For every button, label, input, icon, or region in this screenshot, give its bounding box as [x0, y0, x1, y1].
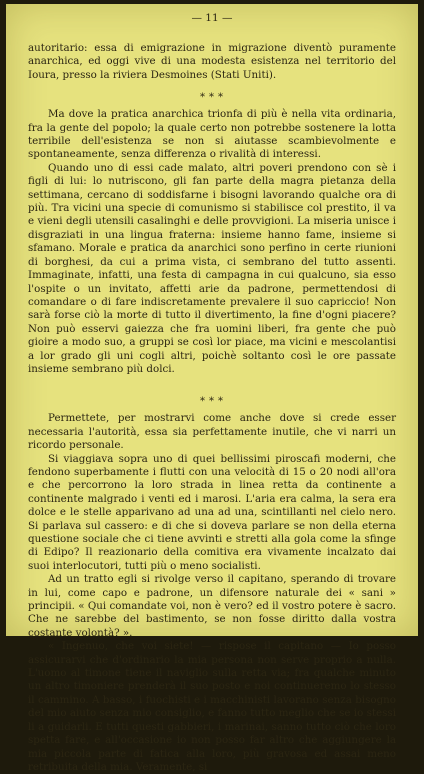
page-number: — 11 — — [191, 12, 233, 24]
paragraph: Ad un tratto egli si rivolge verso il capitano, sperando di trovare in lui, come capo e padrone, un difensore naturale dei « sani » principii. « Qui comandate voi, non è vero? ed il vostro potere è sacro. Che ne sarebbe del bastimento, se non fosse diritto dalla vostra costante volontà? ». — [28, 573, 396, 639]
section-separator: * * * — [200, 92, 224, 104]
section-separator: * * * — [200, 396, 224, 408]
paragraph: Quando uno di essi cade malato, altri poveri prendono con sè i figli di lui: lo nutriscono, gli fan parte della magra pietanza della settimana, cercano di soddisfarne i bisogni lavorando qualche ora di più. Tra vicini una specie di comunismo si stabilisce col prestito, il va e vieni degli utensili casalinghi e delle provvigioni. La miseria unisce i disgraziati in una lingua fraterna: insieme hanno fame, insieme si sfamano. Morale e pratica da anarchici sono perfino in certe riunioni di borghesi, da cui a prima vista, ci sembrano del tutto assenti. Immaginate, infatti, una festa di campagna in cui qualcuno, sia esso l'ospite o un invitato, affetti arie da padrone, permettendosi di comandare o di fare indiscretamente prevalere il suo capriccio! Non sarà forse ciò la morte di tutto il divertimento, la fine d'ogni piacere? Non può esservi gaiezza che fra uomini liberi, fra gente che può gioire a modo suo, a gruppi se così lor piace, ma vicini e mescolantisi a lor grado gli uni cogli altri, poichè soltanto così le ore passate insieme sembrano più dolci. — [28, 161, 396, 375]
paragraph: autoritario: essa di emigrazione in migrazione diventò puramente anarchica, ed oggi vive di una modesta esistenza nel territorio del Ioura, presso la riviera Desmoines (Stati Uniti). — [28, 42, 396, 81]
page-body — [28, 42, 396, 774]
paragraph: Permettete, per mostrarvi come anche dove si crede esser necessaria l'autorità, essa sia perfettamente inutile, che vi narri un ricordo personale. — [28, 412, 396, 452]
book-page — [6, 4, 418, 773]
paragraph: Ma dove la pratica anarchica trionfa di più è nella vita ordinaria, fra la gente del popolo; la quale certo non potrebbe sostenere la lotta terribile dell'esistenza se non si aiutasse scambievolmente e spontaneamente, senza differenza o rivalità di interessi. — [28, 108, 396, 161]
paragraph: Si viaggiava sopra uno di quei bellissimi piroscafi moderni, che fendono superbamente i flutti con una velocità di 15 o 20 nodi all'ora e che percorrono la loro strada in linea retta da continente a continente malgrado i venti ed i marosi. L'aria era calma, la sera era dolce e le stelle apparivano ad una ad una, scintillanti nel cielo nero. Si parlava sul cassero: e di che si doveva parlare se non della eterna questione sociale che ci tiene avvinti e stretti alla gola come la sfinge di Edipo? Il reazionario della comitiva era vivamente incalzato dai suoi interlocutori, tutti più o meno socialisti. — [28, 452, 396, 572]
paragraph: « Ingenuo, che voi siete! — rispose il capitano — Io posso assicurarvi che d'ordinario la mia persona non serve proprio a nulla. L'uomo al timone tiene il naviglio sulla retta via; fra qualche minuto un altro timoniere prenderà il suo posto e noi continueremo lo stesso il cammino. A basso, i fuochisti e i macchinisti lavorano senza bisogno del mio aiuto senza mio consiglio, e fanno tutto meglio che se io stessi li a guidarli. E tutti questi gabbieri, i marinai, sanno tutto ciò che loro spetta fare, e all'occasione io non posso far altro che aggiungere la mia piccola parte di fatica alla loro, più gravosa ed assai meno retribuita della mia. Veramente, si — [28, 640, 396, 773]
